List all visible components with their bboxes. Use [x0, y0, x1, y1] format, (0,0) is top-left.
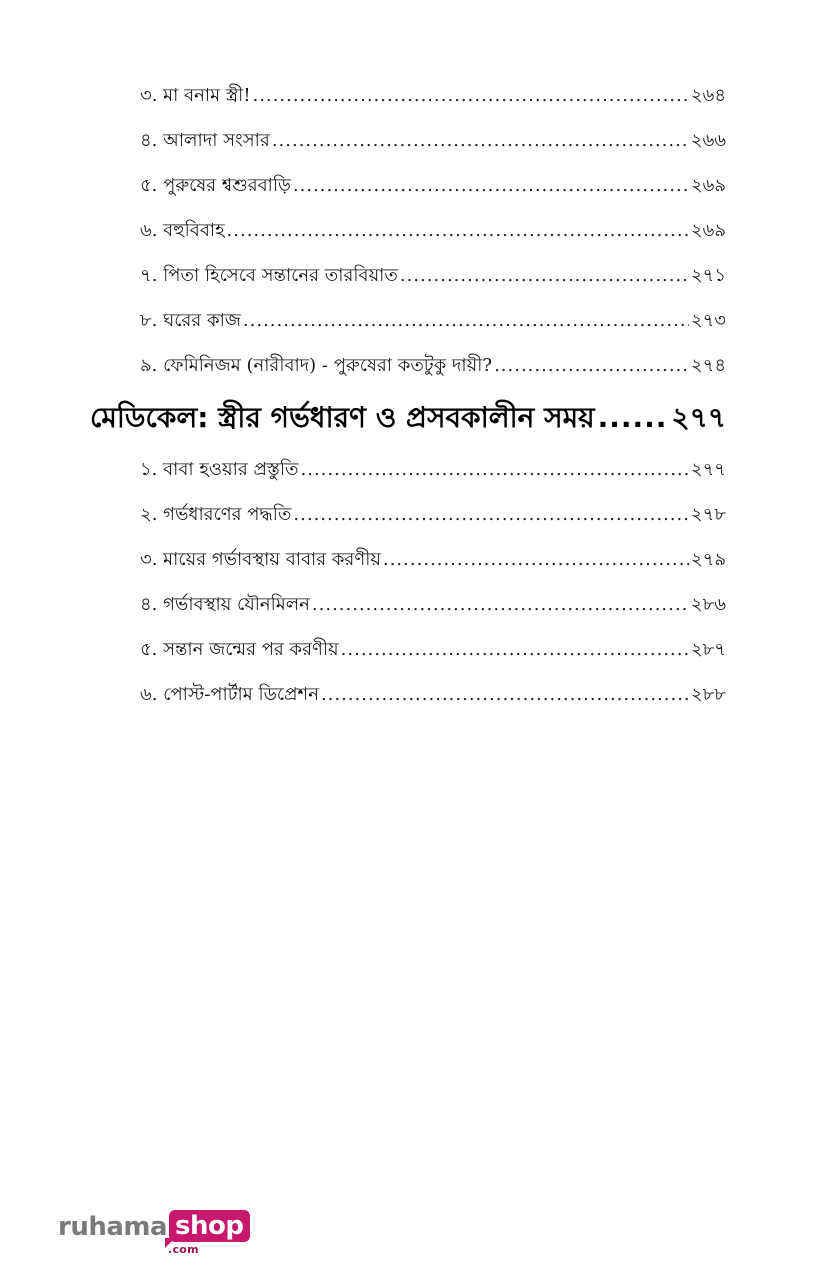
chapter-heading-page: ২৭৭ — [671, 401, 726, 434]
dot-leader — [253, 85, 689, 107]
logo-shop-badge: shop — [169, 1210, 249, 1242]
toc-entry — [140, 85, 726, 107]
dot-leader — [400, 265, 689, 287]
toc-entry-page: ২৮৮ — [690, 684, 726, 705]
dot-leader — [383, 549, 689, 571]
toc-entry-label: ৪. আলাদা সংসার — [140, 130, 270, 151]
dot-leader — [321, 684, 689, 706]
toc-entry-page: ২৭৮ — [690, 504, 726, 525]
toc-entry-label: ৩. মায়ের গর্ভাবস্থায় বাবার করণীয় — [140, 549, 381, 570]
toc-entry-label: ২. গর্ভধারণের পদ্ধতি — [140, 504, 292, 525]
toc-entry-label: ৯. ফেমিনিজম (নারীবাদ) - পুরুষেরা কতটুকু দায়ী? — [140, 355, 493, 376]
toc-entry-page: ২৬৯ — [690, 175, 726, 196]
toc-entry-label: ১. বাবা হওয়ার প্রস্তুতি — [140, 459, 299, 480]
toc-entry — [140, 175, 726, 197]
dot-leader — [341, 639, 689, 661]
toc-entry-label: ৮. ঘরের কাজ — [140, 310, 241, 331]
toc-entry-label: ৩. মা বনাম স্ত্রী! — [140, 85, 251, 106]
toc-entry-page: ২৬৬ — [690, 130, 726, 151]
toc-entry — [140, 639, 726, 661]
chapter-heading — [90, 400, 726, 436]
toc-entry-label: ৪. গর্ভাবস্থায় যৌনমিলন — [140, 594, 310, 615]
toc-entry — [140, 220, 726, 242]
toc-entry-label: ৫. সন্তান জন্মের পর করণীয় — [140, 639, 339, 660]
toc-entry-page: ২৮৬ — [690, 594, 726, 615]
toc-entry-label: ৬. বহুবিবাহ — [140, 220, 225, 241]
toc-entry — [140, 504, 726, 526]
toc-entry-page: ২৭৭ — [690, 459, 726, 480]
dot-leader — [494, 355, 689, 377]
dot-leader — [598, 400, 669, 436]
dot-leader — [312, 594, 689, 616]
dot-leader — [243, 310, 689, 332]
toc-entry-page: ২৮৭ — [690, 639, 726, 660]
dot-leader — [272, 130, 689, 152]
toc-entry — [140, 459, 726, 481]
toc-entry-label: ৫. পুরুষের শ্বশুরবাড়ি — [140, 175, 291, 196]
toc-entry — [140, 684, 726, 706]
dot-leader — [227, 220, 689, 242]
toc-entry — [140, 355, 726, 377]
dot-leader — [293, 504, 689, 526]
toc-entry-page: ২৭১ — [690, 265, 726, 286]
toc-entry-label: ৭. পিতা হিসেবে সন্তানের তারবিয়াত — [140, 265, 398, 286]
toc-entry-page: ২৭৩ — [690, 310, 726, 331]
toc-entry — [140, 130, 726, 152]
dot-leader — [301, 459, 689, 481]
toc-entry-page: ২৭৯ — [690, 549, 726, 570]
toc-entry-page: ২৬৪ — [690, 85, 726, 106]
toc-entry — [140, 549, 726, 571]
toc-entry — [140, 310, 726, 332]
logo-wordmark: ruhama — [58, 1212, 168, 1242]
toc-entry-label: ৬. পোস্ট-পার্টাম ডিপ্রেশন — [140, 684, 319, 705]
dot-leader — [293, 175, 689, 197]
toc-entry-page: ২৭৪ — [690, 355, 726, 376]
toc-entry — [140, 265, 726, 287]
logo-domain: .com — [168, 1243, 199, 1256]
toc-entry-page: ২৬৯ — [690, 220, 726, 241]
toc-entry — [140, 594, 726, 616]
ruhama-shop-logo — [58, 1210, 250, 1256]
chapter-heading-label: মেডিকেল: স্ত্রীর গর্ভধারণ ও প্রসবকালীন সময় — [90, 401, 595, 434]
